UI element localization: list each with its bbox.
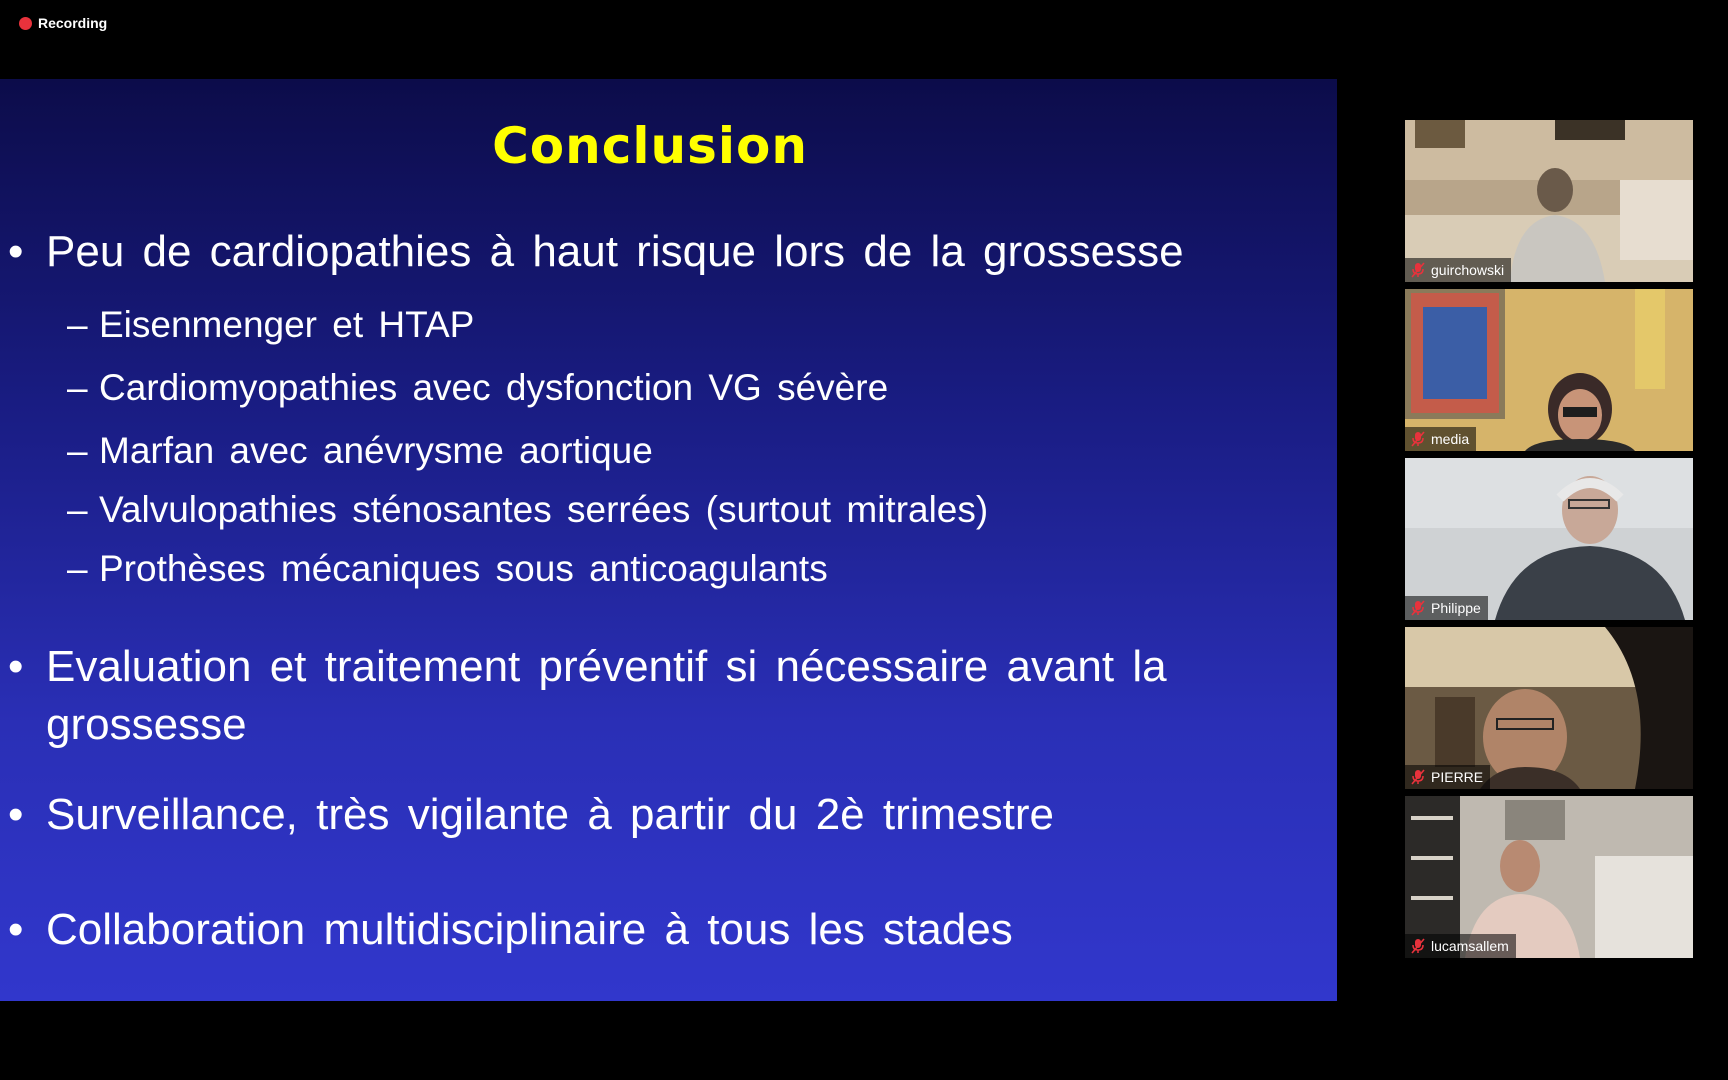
- slide-subitem-5: [67, 548, 828, 590]
- participant-tile[interactable]: [1405, 458, 1693, 620]
- slide-bullet-3: [8, 786, 1246, 844]
- bullet-dot: •: [8, 905, 24, 954]
- sub-dash: –: [67, 430, 88, 471]
- subitem-text: Eisenmenger et HTAP: [99, 304, 475, 345]
- slide-subitem-2: [67, 367, 888, 409]
- slide-bullet-1: [8, 223, 1246, 281]
- participant-name-tag: [1405, 427, 1476, 451]
- participant-name: guirchowski: [1431, 262, 1505, 278]
- slide-subitem-3: [67, 430, 653, 472]
- bullet-dot: •: [8, 642, 24, 691]
- slide-title: Conclusion: [492, 117, 808, 175]
- slide-subitem-4: [67, 489, 988, 531]
- participant-tile[interactable]: [1405, 796, 1693, 958]
- bullet-dot: •: [8, 227, 24, 276]
- participant-name-tag: [1405, 258, 1511, 282]
- participant-name-tag: [1405, 934, 1516, 958]
- recording-dot-icon: [19, 17, 32, 30]
- subitem-text: Valvulopathies sténosantes serrées (surtout mitrales): [99, 489, 989, 530]
- participant-tile[interactable]: [1405, 120, 1693, 282]
- bullet-dot: •: [8, 790, 24, 839]
- mic-muted-icon: [1411, 938, 1425, 954]
- bullet-text: Surveillance, très vigilante à partir du 2è trimestre: [46, 790, 1054, 839]
- mic-muted-icon: [1411, 769, 1425, 785]
- bullet-text: Peu de cardiopathies à haut risque lors de la grossesse: [46, 227, 1184, 276]
- recording-indicator[interactable]: [19, 15, 107, 31]
- slide-subitem-1: [67, 304, 474, 346]
- subitem-text: Prothèses mécaniques sous anticoagulants: [99, 548, 828, 589]
- subitem-text: Marfan avec anévrysme aortique: [99, 430, 653, 471]
- sub-dash: –: [67, 489, 88, 530]
- sub-dash: –: [67, 304, 88, 345]
- bullet-text: Evaluation et traitement préventif si nécessaire avant la grossesse: [46, 642, 1167, 749]
- recording-label: Recording: [38, 15, 108, 31]
- subitem-text: Cardiomyopathies avec dysfonction VG sévère: [99, 367, 889, 408]
- participant-tile[interactable]: [1405, 289, 1693, 451]
- mic-muted-icon: [1411, 600, 1425, 616]
- participant-name: lucamsallem: [1431, 938, 1509, 954]
- participant-name-tag: [1405, 596, 1488, 620]
- participant-name: PIERRE: [1431, 769, 1484, 785]
- participant-name: media: [1431, 431, 1470, 447]
- participant-name-tag: [1405, 765, 1490, 789]
- mic-muted-icon: [1411, 262, 1425, 278]
- participant-name: Philippe: [1431, 600, 1481, 616]
- mic-muted-icon: [1411, 431, 1425, 447]
- sub-dash: –: [67, 548, 88, 589]
- slide-bullet-4: [8, 901, 1246, 959]
- bullet-text: Collaboration multidisciplinaire à tous les stades: [46, 905, 1013, 954]
- slide-bullet-2: [8, 638, 1246, 754]
- participant-tile[interactable]: [1405, 627, 1693, 789]
- sub-dash: –: [67, 367, 88, 408]
- shared-screen-slide: [0, 79, 1337, 1001]
